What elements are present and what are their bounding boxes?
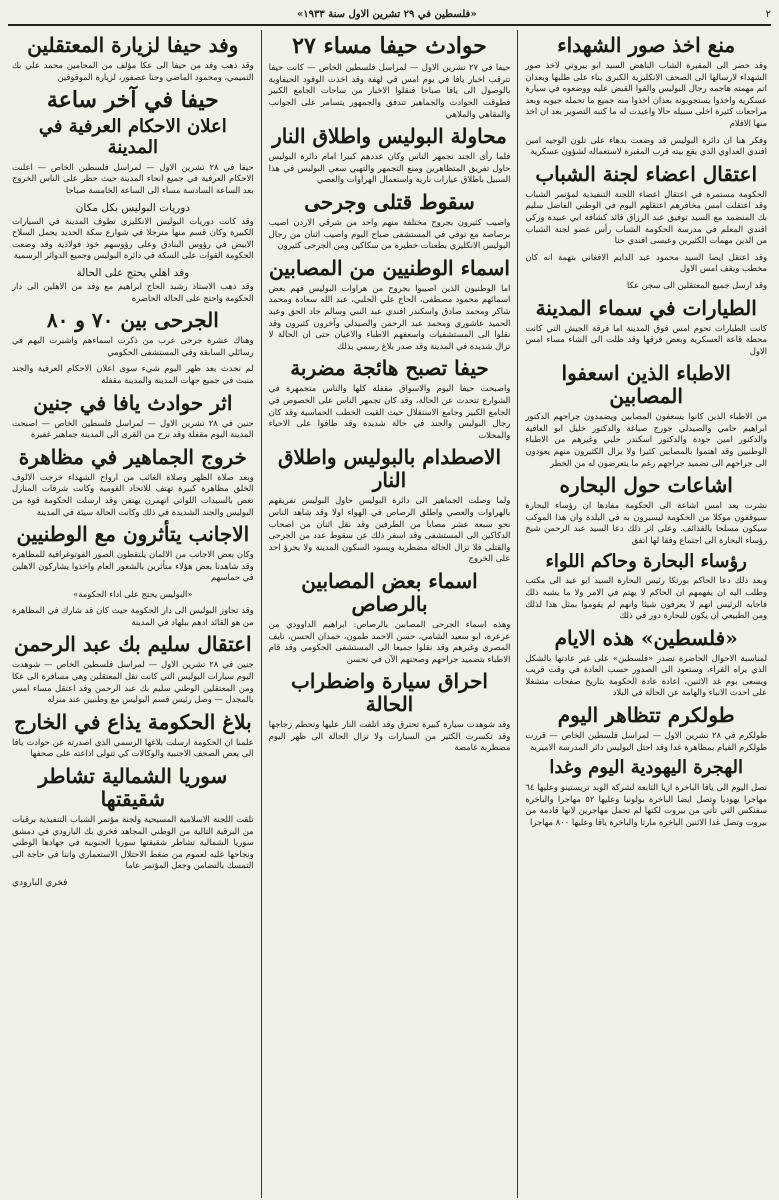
article-text: وبعد صلاة الظهر وصلاة الغائب من ارواح الشهداء خرجت الالوف الخلق مظاهرة كبيرة تهتف للاتحاد القومية وكانت شرفات المنازل تغص بالسيدات اللواتي انهمرن يهتفن وقد ارسلت الحكومة قوة من البوليس والجند الشديدة في ذلك وكانت الحالة سيئة في المدينة bbox=[11, 471, 254, 517]
headline: اعتقال سليم بك عبد الرحمن bbox=[14, 632, 252, 657]
subheadline: «البوليس يحتج على اداء الحكومة» bbox=[73, 588, 193, 599]
article-text: طولكرم في ٢٨ تشرين الاول — لمراسل فلسطين الخاص — قررت طولكرم القيام بمظاهرة غدا وقد احتل البوليس دائر المدرسة الاميرية bbox=[525, 730, 767, 752]
article-text: تصل اليوم الى يافا الباخرة ازيا التابعة لشركة الوبد تريستينو وعليها ٦٤ مهاجرا يهوديا وتصل ايضا الباخرة بولونيا وعليها ٥٢ مهاجرا والباخرة سفنكس التي تأتي من بيروت لكنها لم تحمل مهاجرين لانها قادمة من بيروت وتصل غدا الاثنين الباخرة مارتا والباخرة يافا وعليها ٨٠٠ مهاجرا bbox=[525, 781, 767, 827]
masthead bbox=[8, 4, 771, 26]
article-text: وبعد ذلك دعا الحاكم بورتكا رئيس البحارة السيد ابو عيد الى مكتب وطلب اليه ان يفهمهم ان الحاكم لا يهتم في الامر ولا ما يشبه ذلك فاجابه الرئيس انهم لا يعرفون شيئا وانهم لم يقوموا بمثل هذا لذلك ومن الطبيعي ان يكون للبحارة دور في ذلك bbox=[525, 575, 767, 621]
headline: اثر حوادث يافا في جنين bbox=[33, 390, 233, 415]
article-text: من الاطباء الذين كانوا يسعفون المصابين ويضمدون جراحهم الدكتور ابراهيم حامي والصيدلي جورج صباغة والدكتور خليل ابو العافية والدكتور امين جودة والدكتور اسكندر حلبي وغيرهم من الاطباء الوطنيين وقد اهتموا بالمصابين كثيرا ولا يزال الكثيرون منهم يعودون الى جراحهم الى تضميد جراحهم رغم ما يتعرضون له من الخطر bbox=[525, 411, 767, 468]
column-1 bbox=[521, 30, 771, 1198]
headline: رؤساء البحارة وحاكم اللواء bbox=[545, 550, 747, 572]
headline: حوادث حيفا مساء ٢٧ bbox=[292, 33, 487, 59]
headline: طولكرم تتظاهر اليوم bbox=[557, 703, 735, 728]
issue-title: «فلسطين في ٢٩ تشرين الاول سنة ١٩٣٣» bbox=[297, 8, 477, 20]
headline: منع اخذ صور الشهداء bbox=[557, 33, 736, 57]
article-text: وقد ارسل جميع المعتقلين الى سجن عكا bbox=[626, 279, 767, 290]
article-text: جنين في ٢٨ تشرين الاول — لمراسل فلسطين الخاص — شوهدت اليوم سيارات البوليس التي كانت تقل المعتقلين وهي مسافرة الى عكا ومن المعتقلين الوطني سليم بك عبد الرحمن وفد اعتقل مساء امس بالمجدل — وصل رئيس قسم البوليس مع وطنيين عند منزله bbox=[11, 659, 254, 705]
subheadline: دوريات البوليس بكل مكان bbox=[75, 201, 190, 214]
headline: الطيارات في سماء المدينة bbox=[535, 295, 757, 320]
headline: وفد حيفا لزيارة المعتقلين bbox=[27, 33, 239, 57]
column-rule bbox=[261, 30, 262, 1198]
article-text: الحكومة مستمرة في اعتقال اعضاء اللجنة التنفيذية لمؤتمر الشباب وقد اعتقلت امس مخافرهم اعتقلهم اليوم في الوطني الفاضل سليم بك المنضمد مع السيد توفيق عبد الرزاق قائد كشافة ابي عبيدة وزكي افندي المعلم في مدرسة الحكومة الشباب رأس عضو لجنة الشباب من الذين مهمات الكثيرين وعيسى افندي حنا bbox=[525, 188, 767, 246]
headline: الاصطدام بالبوليس واطلاق النار bbox=[277, 445, 502, 493]
article-text: وهناك عشرة جرحى عرب من ذكرت اسماءهم واشيرت اليهم في رسائلي السابقة وفي المستشفى الحكومي bbox=[11, 335, 254, 357]
article-text: وقد ذهب الاستاذ رشيد الحاج ابراهيم مع وفد من الاهلين الى دار الحكومة واحتج على الحالة الحاضرة bbox=[11, 281, 254, 303]
headline: احراق سيارة واضطراب الحالة bbox=[290, 669, 488, 717]
article-text: وكان بعض الاجانب من الالمان يلتقطون الصور الفوتوغرافية للمظاهرة وقد شاهدنا بعض هؤلاء متأثرين بالشعور العام واخذوا يشاركون الاهلين في حماسهم bbox=[11, 549, 254, 583]
article-text: وقد حضر الى المقبرة الشاب الناهض السيد ابو بيروتي لاخذ صور الشهداء لارسالها الى الصحف الانكليزية الكبرى بناء على طلبها وبعدان اتم مهمته هاجمه رجال البوليس والقوا القبض عليه ووضعوه في سيارة عسكرية واخذوا يستجوبونه بعدان اخذوا منه جميع ما تحمله جيوبه وبعد مراجعات كثيرة اخلى سبيله حالا واعيدت له ما كتبه التصوير بعد ان اخذ منها الافلام bbox=[525, 60, 767, 128]
headline: سوريا الشمالية تشاطر شقيقتها bbox=[38, 764, 228, 812]
article-text: وقد تجاوز البوليس الى دار الحكومة حيث كان قد شارك في المظاهرة من هو القائد ادهم ببلهاد في المدينة bbox=[11, 605, 254, 627]
headline: اسماء بعض المصابين بالرصاص bbox=[301, 568, 478, 616]
column-3 bbox=[8, 30, 258, 1198]
article-text: واصيب كثيرون بجروح مختلفة منهم واحد من شرقي الاردن اصيب برصاصة مع توفي في المستشفى صباح اليوم واصيب اثنان من رجال البوليس الانكليزي بطعنات خطيرة من سكاكين ومن الجرحى كثيرون bbox=[268, 217, 511, 251]
article-text: واصبحت حيفا اليوم والاسواق مقفلة كلها والناس متجمهرة في الشوارع تتحدث عن الحالة، وقد كان تجمهر الناس على الخصوص في الجامع الكبير وجامع الاستقلال حيث القيت الخطب الحماسية وقد كان رجال البوليس والجند في حالة شديدة وقد طافوا على الاحياء والمحلات bbox=[268, 383, 511, 440]
article-text: وقد شوهدت سيارة كبيرة تحترق وقد اتلفت النار عليها وتحطم زجاجها وقد تكسرت الكثير من السيارات ولا تزال الحالة الى ظهر اليوم مضطربة غامضة bbox=[268, 719, 511, 753]
column-2 bbox=[265, 30, 515, 1198]
headline: خروج الجماهير في مظاهرة bbox=[18, 444, 247, 469]
article-text: لمناسبة الاحوال الحاضرة تصدر «فلسطين» على غير عادتها بالشكل الذي يراه القراء، وستعود الى الصدور حسب العادة في وقت قريب ويسعى بوم غد الاثنين، اعادة عادة الحكومة بتاريخ صفحات متشغلا على احدث الانباء والهامة عن الحالة في البلاد bbox=[525, 652, 767, 698]
headline: اعلان الاحكام العرفية في المدينة bbox=[38, 116, 227, 159]
headline: اسماء الوطنيين من المصابين bbox=[269, 255, 510, 280]
headline: بلاغ الحكومة يذاع في الخارج bbox=[13, 709, 252, 734]
headline: محاولة البوليس واطلاق النار bbox=[272, 124, 507, 149]
page-number: ٢ bbox=[765, 8, 771, 20]
article-text: وقد ذهب وفد من حيفا الى عكا مؤلف من المحامين محمد علي بك التميمي، ومحمود الماضي وحنا عصفور، لزيارة الموقوفين bbox=[11, 60, 254, 82]
headline: الجرحى بين ٧٠ و ٨٠ bbox=[46, 308, 219, 333]
article-text: لم نحدث بعد ظهر اليوم شيء سوى اعلان الاحكام العرفية والجند منبث في جميع جهات المدينة والمدينة مقفلة bbox=[11, 363, 254, 385]
subheadline: وفد اهلي يحتج على الحالة bbox=[76, 267, 190, 280]
columns bbox=[8, 30, 771, 1198]
article-text: فلما رأى الجند تجمهر الناس وكان عددهم كبيرا امام دائرة البوليس حاول تفريق المتظاهرين ومنع التجمهر والتهبي سعي البوليس في هذا السبيل باطلاق عيارات نارية واستعمال الهراوات والعصي bbox=[268, 151, 511, 185]
article-text: ولما وصلت الجماهير الى دائرة البوليس حاول البوليس تفريقهم بالهراوات والعصي واطلق الرصاص في الهواء اولا وقد شاهد الناس نحو سبعة عشر مصابا من الطرفين وقد نقل اثنان من اصحاب الدكاكين الى المستشفى وقد اسفر ذلك عن سقوط عدد من الجرحى والقتلى فلا تزال الحالة مضطربة ويسود السكون المدينة ولا يجرؤ احد على الخروج bbox=[268, 495, 511, 564]
article-text: كانت الطيارات تحوم امس فوق المدينة اما فرقة الجيش التي كانت محطة قاعة العسكرية وبعض فرقها وقد ظلت الى الشاء مساء امس الاول bbox=[525, 322, 767, 356]
headline: اعتقال اعضاء لجنة الشباب bbox=[535, 161, 758, 186]
headline: الهجرة اليهودية اليوم وغدا bbox=[549, 757, 743, 779]
column-rule bbox=[517, 30, 518, 1198]
article-text: جنين في ٢٨ تشرين الاول — لمراسل فلسطين الخاص — اصبحت المدينة اليوم مقفلة وقد نزح من القرى الى المدينة جماهير غفيرة bbox=[11, 417, 254, 440]
article-text: تلقت اللجنة الاسلامية المسيحية ولجنة مؤتمر الشباب التنفيذية برقيات من البرقية التالية من الوطني المجاهد فخري بك البارودي في دمشق سوريا الشمالية تشاطر شقيقتها سوريا الجنوبية في جهادها الوطني ونجاحها عليه لعموم من ضغط الاحتلال الاستعماري واننا في حاجة الى التمسك بالتضامن وجعل المؤتمر عاما bbox=[11, 814, 254, 871]
signature: فخري البارودي bbox=[11, 877, 68, 888]
article-text: وقد اعتقل ايضا السيد محمود عبد الدايم الافغاني بتهمة انه كان مخطب ويقف امس الاول bbox=[525, 251, 767, 274]
headline: سقوط قتلى وجرحى bbox=[304, 190, 475, 215]
headline: الاطباء الذين اسعفوا المصابين bbox=[561, 361, 731, 409]
article-text: حيفا في ٢٧ تشرين الاول — لمراسل فلسطين الخاص — كانت حيفا تترقب اخبار يافا في يوم امس في لهفة وقد اخذت الوفود الحيفاوية بالوصول الى يافا صباحا فنقلوا الاخبار من ساحات الجامع الكبير فطوقت الحوادث والجماهير تتدفق والجمهور يتسامر على الجوانب والمقاهي والملاهي bbox=[268, 62, 511, 119]
headline: حيفا تصبح هائجة مضربة bbox=[290, 356, 489, 381]
article-text: اما الوطنيون الذين اصيبوا بجروح من هراوات البوليس فهم بعض اسمائهم محمود مصطفى، الحاج علي الحلبي، عبد الله سعادة ومحمد شاكر ومحمد صادق واسكندر افندي عبد النبي وسالم جاد الحق وعبد الحميد عاشوري ومحمد عبد الرحمن والصيدلي وآخرون كثيرون وقد نقلوا الى المستشفيات واسعفهم الاطباء والاعيان حتى ان الحالة لا تزال شديدة في المدينة وقد صدر بلاغ رسمي بذلك bbox=[268, 282, 511, 351]
article-text: وقد كانت دوريات البوليس الانكليزي تطوف المدينة في السيارات الكبيرة وكان قسم منها مترجلا في شوارع سكة الحديد يحمل السلاح الابيض في رؤوس البنادق وعلى رؤوسهم خوذ فولاذية وقد وضعت الحكومة القوات على السكة في دائرة البوليس وجميع الدوائر الرسمية bbox=[11, 215, 254, 261]
article-text: حيفا في ٢٨ تشرين الاول — لمراسل فلسطين الخاص — اعلنت الاحكام العرفية في جميع انحاء المدينة حيث حظر على الناس الخروج بعد الساعة السادسة مساء الى الساعة الخامسة صباحا bbox=[11, 161, 254, 196]
headline: الاجانب يتأثرون مع الوطنيين bbox=[16, 522, 250, 547]
article-text: علمنا ان الحكومة ارسلت بلاغها الرسمي الذي اصدرته عن حوادث يافا الى بعض الصحف الاجنبية والوكالات كي تتولى اذاعته على صحفها bbox=[11, 736, 254, 759]
article-text: وهذه اسماء الجرحى المصابين بالرصاص: ابراهيم الداوودي من عرعرة، ابو سعيد الشامي، حسن الاحمد طمون، حمدان الحسن، نايف المصري وغيرهم وقد نقلوا جميعا الى المستشفى الحكومي وقد قام الاطباء بتضميد جراحهم وصحتهم الآن في تحسن bbox=[268, 618, 511, 664]
headline: «فلسطين» هذه الايام bbox=[554, 625, 738, 650]
article-text: نشرت بعد امس اشاعة الى الحكومة مفادها ان رؤساء البحارة سيوقفون موكلا من الحكومة ليسيرون به في البلدة وان هذا الموكب سيكون مسلحا بالقذائف. وعلى اثر ذلك دعا السيد عبد الرحمن شيخ رؤساء البحارة الى اجتماع وفقا لها اتفق bbox=[525, 500, 767, 546]
headline: اشاعات حول البحاره bbox=[559, 473, 733, 498]
article-text: وفكر هنا ان دائرة البوليس قد وضعت بدهاء على تلون الوجيه امين افندي العداوي الذي يقع بيته قرب المقبرة لاستعماله لشؤون عسكرية bbox=[525, 134, 767, 157]
headline: حيفا في آخر ساعة bbox=[46, 87, 219, 114]
